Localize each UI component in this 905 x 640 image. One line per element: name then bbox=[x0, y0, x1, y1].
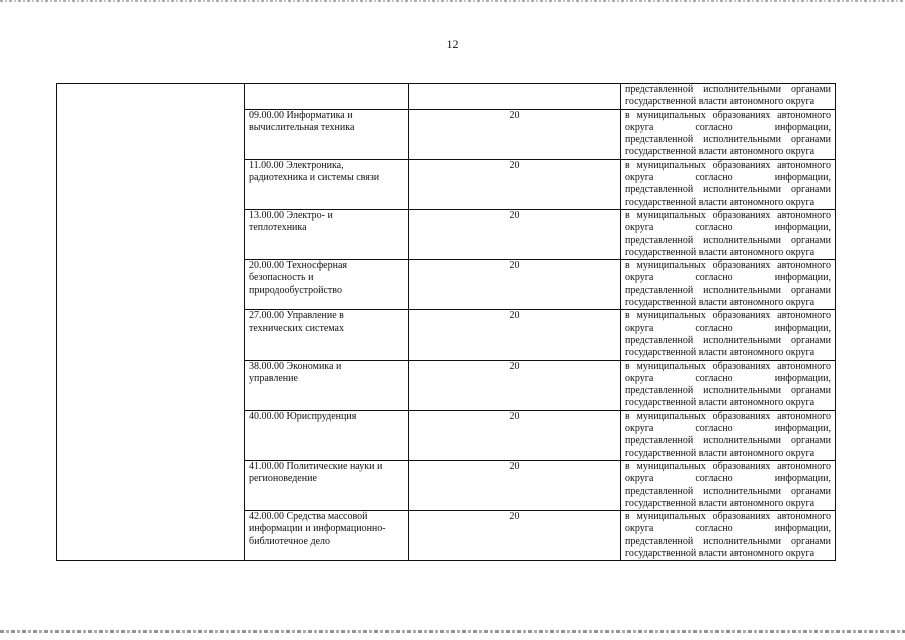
specialty-line: технических системах bbox=[249, 322, 344, 334]
note-line: округа согласно информации, bbox=[625, 272, 831, 284]
note-line: представленной исполнительными органами bbox=[625, 234, 831, 246]
scan-edge-bottom bbox=[0, 630, 905, 633]
note-line: представленной исполнительными органами bbox=[625, 485, 831, 497]
note-line: в муниципальных образованиях автономного bbox=[625, 360, 831, 372]
specialty-cell bbox=[245, 360, 409, 410]
note-line: в муниципальных образованиях автономного bbox=[625, 460, 831, 472]
specialty-line: 20.00.00 Техносферная bbox=[249, 260, 348, 272]
note-cell bbox=[621, 310, 836, 360]
note-line: в муниципальных образованиях автономного bbox=[625, 410, 831, 422]
specialty-line: 11.00.00 Электроника, bbox=[249, 159, 344, 171]
specialty-cell bbox=[245, 159, 409, 209]
specialty-line: 40.00.00 Юриспруденция bbox=[249, 410, 357, 422]
page-number: 12 bbox=[446, 37, 459, 51]
count-cell: 20 bbox=[409, 260, 621, 310]
note-line: округа согласно информации, bbox=[625, 322, 831, 334]
note-cell bbox=[621, 460, 836, 510]
specialty-line: вычислительная техника bbox=[249, 121, 355, 133]
note-line: округа согласно информации, bbox=[625, 523, 831, 535]
count-cell: 20 bbox=[409, 209, 621, 259]
specialty-line: библиотечное дело bbox=[249, 535, 331, 547]
count-cell: 20 bbox=[409, 511, 621, 561]
note-line: в муниципальных образованиях автономного bbox=[625, 209, 831, 221]
note-cell bbox=[621, 511, 836, 561]
note-line: представленной исполнительными органами bbox=[625, 385, 831, 397]
specialty-line: 13.00.00 Электро- и bbox=[249, 209, 333, 221]
note-line: в муниципальных образованиях автономного bbox=[625, 310, 831, 322]
specialty-cell bbox=[245, 460, 409, 510]
note-line: государственной власти автономного округа bbox=[625, 447, 815, 459]
count-cell: 20 bbox=[409, 159, 621, 209]
spec-cell-empty bbox=[245, 84, 409, 110]
scan-edge-top bbox=[0, 0, 905, 2]
note-line: представленной исполнительными органами bbox=[625, 284, 831, 296]
note-line: представленной исполнительными органами bbox=[625, 334, 831, 346]
note-line: государственной власти автономного округа bbox=[625, 146, 815, 158]
specialty-cell bbox=[245, 209, 409, 259]
specialty-line: 41.00.00 Политические науки и bbox=[249, 460, 383, 472]
table-row-continued bbox=[57, 84, 836, 110]
table-body bbox=[57, 84, 836, 561]
specialty-line: безопасность и bbox=[249, 272, 314, 284]
note-line: государственной власти автономного округа bbox=[625, 347, 815, 359]
count-cell: 20 bbox=[409, 109, 621, 159]
note-line: округа согласно информации, bbox=[625, 423, 831, 435]
note-line: государственной власти автономного округа bbox=[625, 397, 815, 409]
specialty-line: природообустройство bbox=[249, 284, 342, 296]
note-cell bbox=[621, 260, 836, 310]
specialty-cell bbox=[245, 511, 409, 561]
note-line: в муниципальных образованиях автономного bbox=[625, 109, 831, 121]
note-line: представленной исполнительными органами bbox=[625, 84, 831, 95]
note-cell bbox=[621, 109, 836, 159]
note-line: государственной власти автономного округа bbox=[625, 547, 815, 559]
note-line: государственной власти автономного округа bbox=[625, 297, 815, 309]
specialty-line: 42.00.00 Средства массовой bbox=[249, 511, 368, 523]
count-cell: 20 bbox=[409, 310, 621, 360]
specialty-line: управление bbox=[249, 372, 298, 384]
specialty-line: 27.00.00 Управление в bbox=[249, 310, 344, 322]
note-line: округа согласно информации, bbox=[625, 121, 831, 133]
count-cell: 20 bbox=[409, 410, 621, 460]
blank-column-cell bbox=[57, 84, 245, 561]
note-cell bbox=[621, 360, 836, 410]
note-line: представленной исполнительными органами bbox=[625, 535, 831, 547]
note-line: в муниципальных образованиях автономного bbox=[625, 260, 831, 272]
specialty-cell bbox=[245, 410, 409, 460]
note-line: в муниципальных образованиях автономного bbox=[625, 159, 831, 171]
note-line: представленной исполнительными органами bbox=[625, 184, 831, 196]
count-cell: 20 bbox=[409, 460, 621, 510]
specialty-line: 09.00.00 Информатика и bbox=[249, 109, 353, 121]
note-line: округа согласно информации, bbox=[625, 473, 831, 485]
specialty-line: информации и информационно- bbox=[249, 523, 386, 535]
specialties-table bbox=[56, 83, 836, 561]
note-line: в муниципальных образованиях автономного bbox=[625, 511, 831, 523]
note-line: округа согласно информации, bbox=[625, 172, 831, 184]
specialty-line: радиотехника и системы связи bbox=[249, 172, 380, 184]
note-line: представленной исполнительными органами bbox=[625, 435, 831, 447]
specialty-line: 38.00.00 Экономика и bbox=[249, 360, 342, 372]
specialty-cell bbox=[245, 109, 409, 159]
note-line: государственной власти автономного округа bbox=[625, 96, 815, 108]
note-cell bbox=[621, 159, 836, 209]
specialty-cell bbox=[245, 260, 409, 310]
note-cell bbox=[621, 209, 836, 259]
specialty-line: теплотехника bbox=[249, 222, 307, 234]
note-line: округа согласно информации, bbox=[625, 372, 831, 384]
note-line: государственной власти автономного округа bbox=[625, 196, 815, 208]
specialty-line: регионоведение bbox=[249, 473, 317, 485]
note-line: государственной власти автономного округа bbox=[625, 497, 815, 509]
note-cell-continued bbox=[621, 84, 836, 110]
count-cell: 20 bbox=[409, 360, 621, 410]
note-cell bbox=[621, 410, 836, 460]
note-line: представленной исполнительными органами bbox=[625, 134, 831, 146]
count-cell-empty bbox=[409, 84, 621, 110]
note-line: государственной власти автономного округа bbox=[625, 246, 815, 258]
note-line: округа согласно информации, bbox=[625, 222, 831, 234]
specialty-cell bbox=[245, 310, 409, 360]
